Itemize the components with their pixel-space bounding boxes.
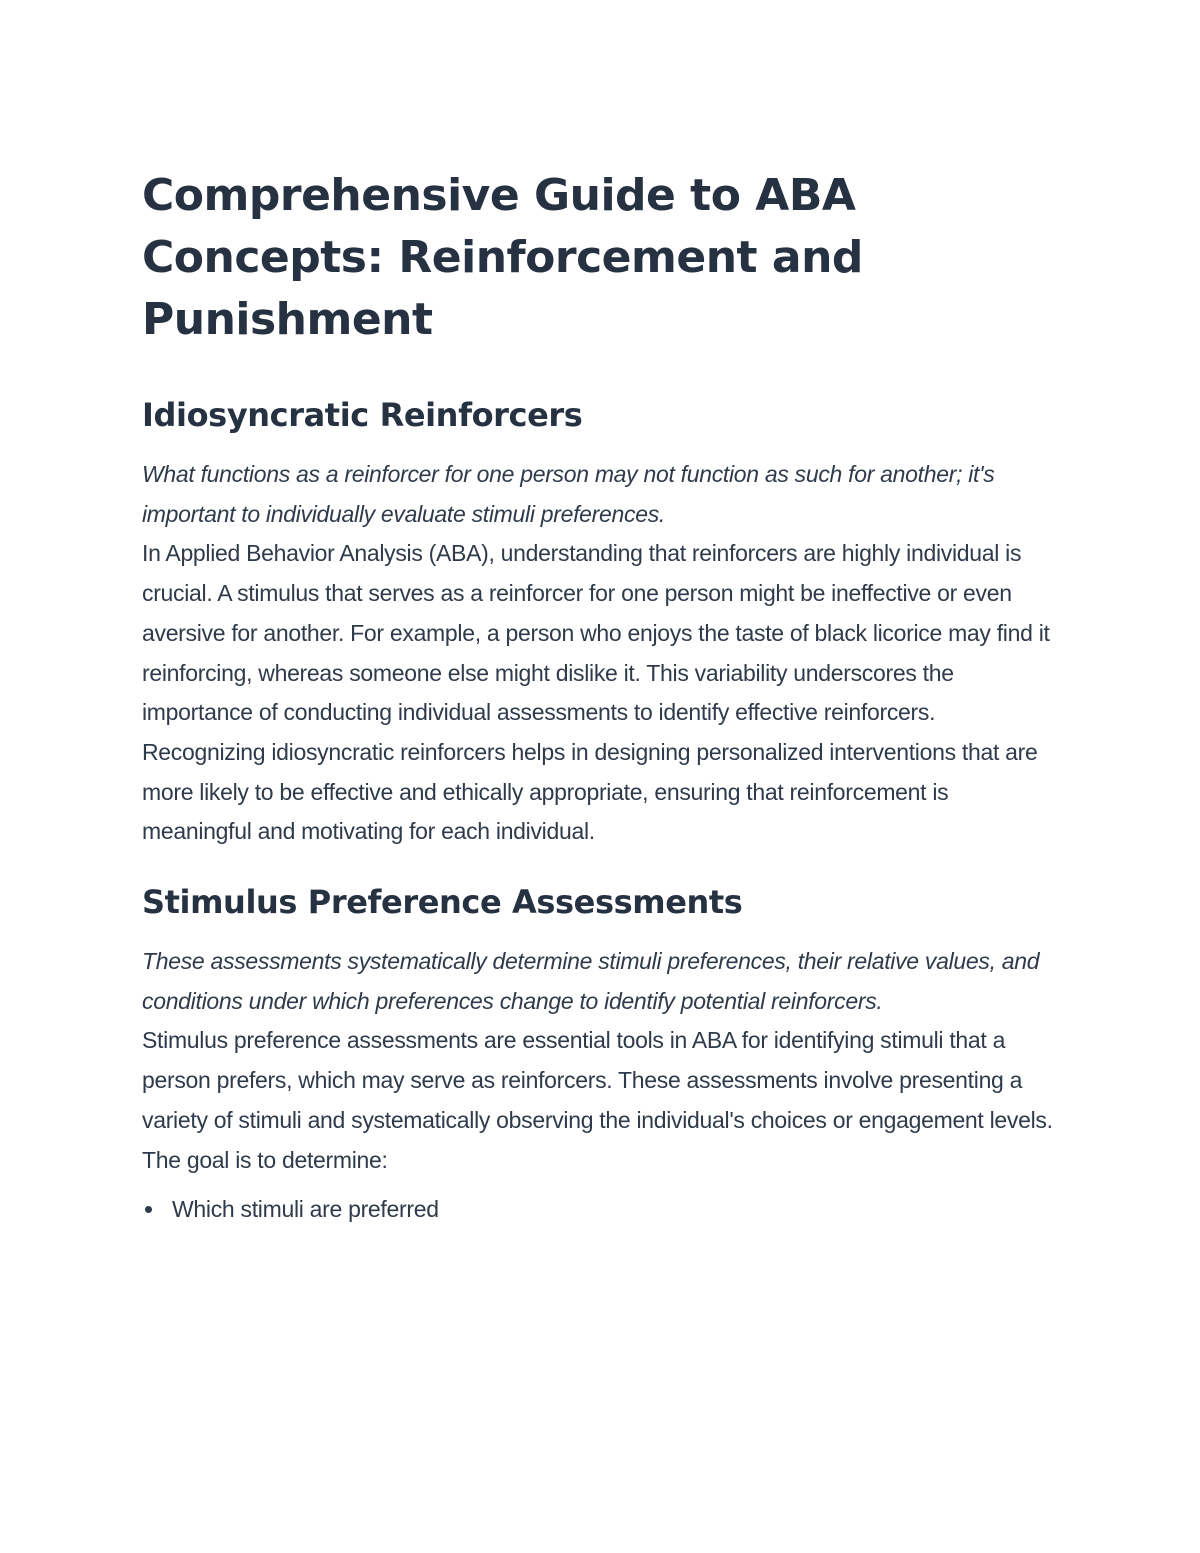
section-body: In Applied Behavior Analysis (ABA), understanding that reinforcers are highly individual is crucial. A stimulus that serves as a reinforcer for one person might be ineffective or even aversive for another. For example, a person who enjoys the taste of black licorice may find it reinforcing, whereas someone else might dislike it. This variability underscores the importance of conducting individual assessments to identify effective reinforcers. Recognizing idiosyncratic reinforcers helps in designing personalized interventions that are more likely to be effective and ethically appropriate, ensuring that reinforcement is meaningful and motivating for each individual. xyxy=(142,540,1050,845)
section-heading: Idiosyncratic Reinforcers xyxy=(142,396,583,434)
section-summary: These assessments systematically determine stimuli preferences, their relative values, and conditions under which preferences change to identify potential reinforcers. xyxy=(142,948,1040,1014)
section-heading: Stimulus Preference Assessments xyxy=(142,883,743,922)
section-stimulus-preference-assessments xyxy=(142,882,1062,1230)
list-item-text: Which stimuli are preferred xyxy=(172,1196,439,1223)
bullet-list xyxy=(142,1190,1062,1230)
section-summary: What functions as a reinforcer for one person may not function as such for another; it's important to individually evaluate stimuli preferences. xyxy=(142,461,995,527)
list-item xyxy=(142,1190,1062,1230)
document-page xyxy=(142,165,1062,1230)
section-idiosyncratic-reinforcers xyxy=(142,395,1062,852)
section-body: Stimulus preference assessments are essential tools in ABA for identifying stimuli that a person prefers, which may serve as reinforcers. These assessments involve presenting a variety of stimuli and systematically observing the individual's choices or engagement levels. The goal is to determine: xyxy=(142,1027,1053,1173)
document-title: Comprehensive Guide to ABA Concepts: Reinforcement and Punishment xyxy=(142,170,863,345)
bullet-icon xyxy=(145,1206,152,1213)
